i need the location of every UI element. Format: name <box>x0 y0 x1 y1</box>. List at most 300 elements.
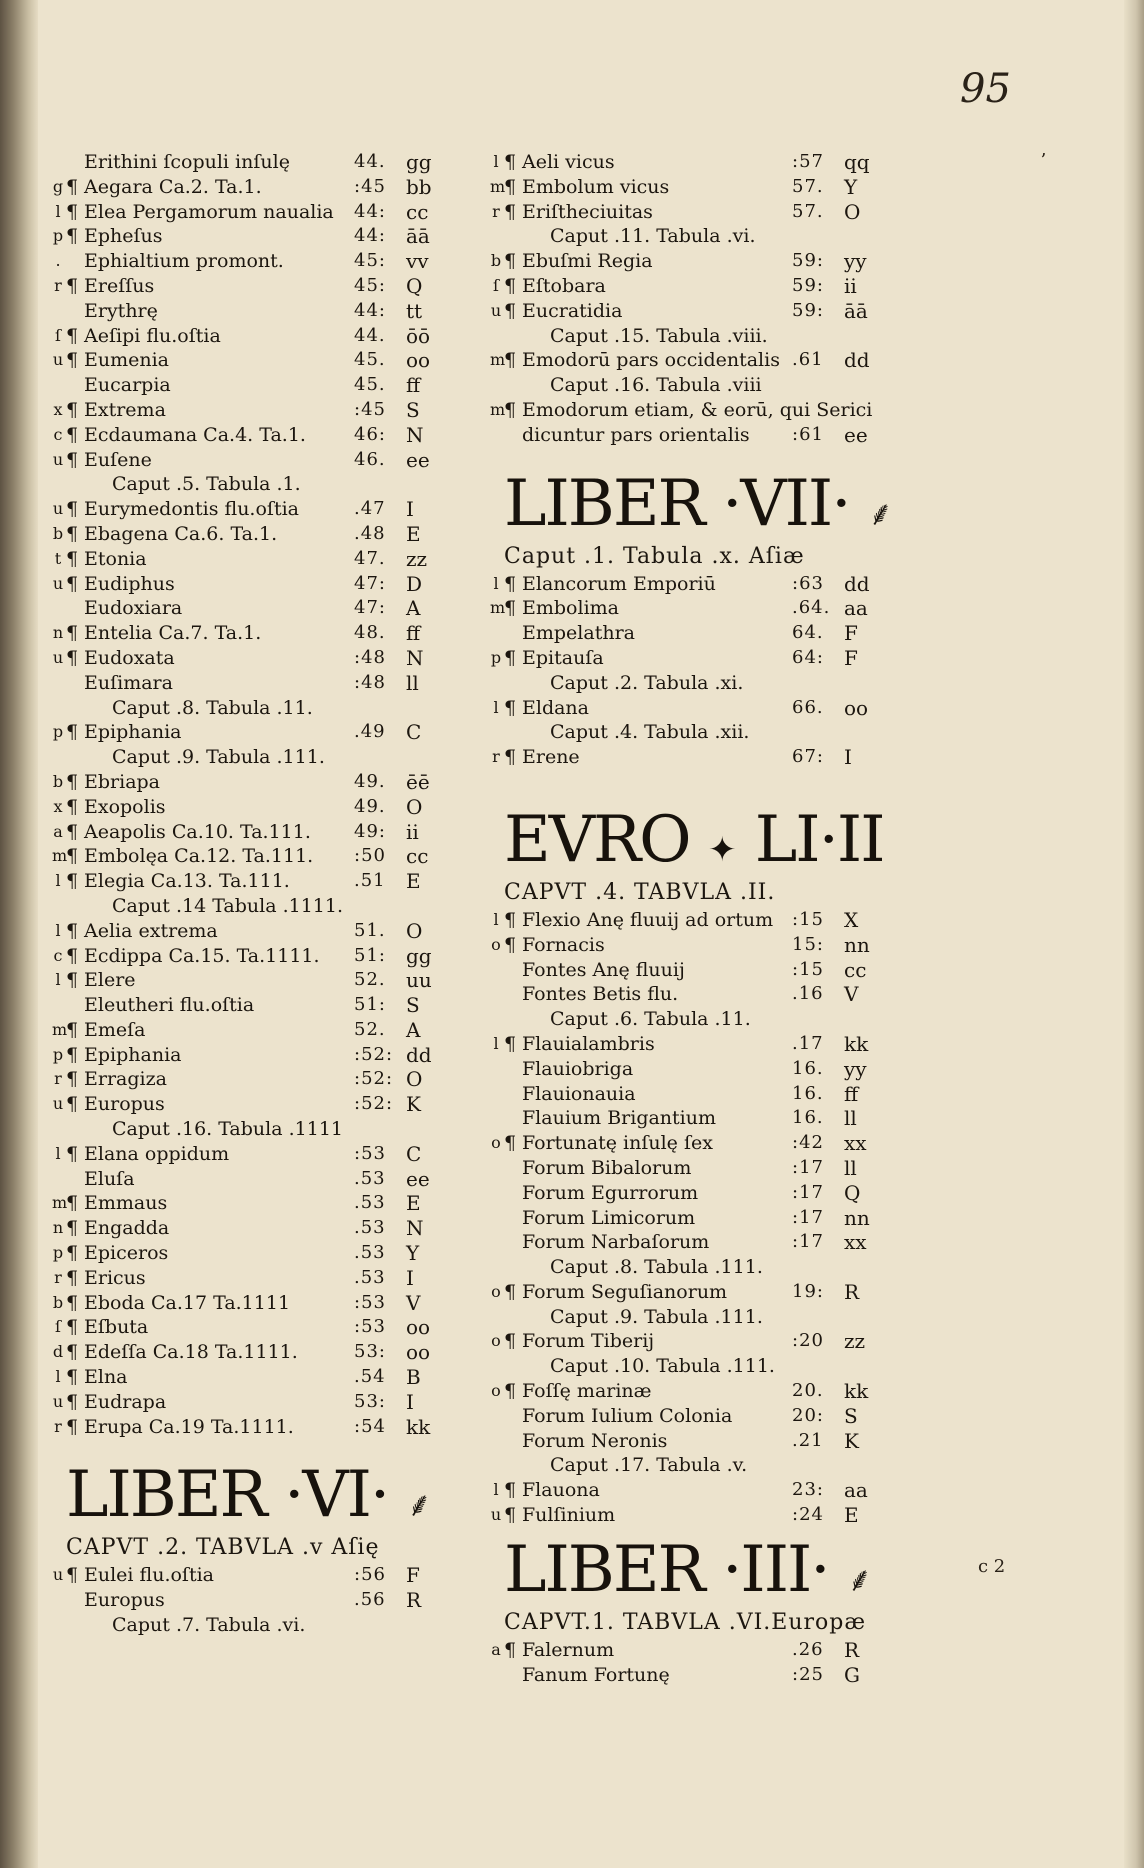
entry-letter: nn <box>844 1205 870 1230</box>
margin-letter: b <box>52 771 64 791</box>
index-entry <box>52 844 466 869</box>
caput-line <box>66 1117 466 1142</box>
entry-name: Caput .16. Tabula .1111 <box>112 1118 343 1141</box>
index-entry <box>53 943 466 969</box>
entry-letter: G <box>844 1662 860 1687</box>
index-entry <box>52 174 466 200</box>
margin-letter: l <box>493 152 499 171</box>
entry-name: Fontes Anę fluuij <box>522 958 685 981</box>
entry-number: 51: <box>354 944 386 966</box>
euro-heading: EVRO ✦ LI·II <box>504 802 884 877</box>
caput-line <box>504 671 904 696</box>
index-entry <box>52 348 466 373</box>
index-entry <box>504 1057 904 1082</box>
pilcrow-icon: ¶ <box>66 944 79 967</box>
entry-letter: O <box>406 918 423 943</box>
entry-number: .53 <box>354 1217 386 1239</box>
margin-letter: o <box>491 934 501 954</box>
entry-letter: N <box>406 422 424 447</box>
entry-name: Eucratidia <box>522 299 623 322</box>
pilcrow-icon: ¶ <box>66 870 79 893</box>
index-entry <box>504 1404 904 1429</box>
entry-number: :15 <box>792 958 824 980</box>
entry-letter: ff <box>406 373 421 398</box>
margin-letter: r <box>54 275 62 295</box>
index-entry <box>490 596 904 621</box>
entry-letter: dd <box>844 348 870 373</box>
entry-number: :17 <box>792 1181 824 1203</box>
margin-letter: m <box>52 1193 68 1213</box>
entry-name: Embolum vicus <box>522 175 670 198</box>
margin-letter: u <box>52 1565 64 1585</box>
entry-name: Erithini ſcopuli inſulę <box>84 151 290 173</box>
entry-number: 46. <box>354 448 386 470</box>
entry-letter: ee <box>406 447 430 472</box>
entry-number: 16. <box>792 1107 824 1129</box>
entry-name: Eudoxiara <box>84 597 183 620</box>
entry-number: 45: <box>354 274 386 296</box>
pilcrow-icon: ¶ <box>66 1341 79 1364</box>
entry-number: 51. <box>354 919 386 941</box>
index-entry <box>52 720 466 745</box>
entry-number: :52: <box>354 1043 394 1065</box>
entry-number: 53: <box>354 1390 386 1412</box>
margin-letter: n <box>52 623 64 643</box>
entry-name: Fulſinium <box>522 1504 616 1527</box>
index-entry <box>491 1637 904 1663</box>
index-entry <box>493 1478 904 1503</box>
liber-title: LIBER <box>504 1532 704 1607</box>
entry-name: Forum Limicorum <box>522 1206 696 1229</box>
entry-letter: gg <box>406 150 432 174</box>
pilcrow-icon: ¶ <box>504 572 517 595</box>
pilcrow-icon: ¶ <box>66 919 79 942</box>
pilcrow-icon: ¶ <box>504 349 517 372</box>
entry-name: Eldana <box>522 696 590 719</box>
margin-letter: ſ <box>55 1317 61 1337</box>
index-entry <box>55 918 466 944</box>
entry-letter: cc <box>844 957 867 982</box>
caput-line <box>504 1354 904 1379</box>
entry-number: :63 <box>792 572 824 594</box>
entry-letter: ee <box>406 1166 430 1191</box>
margin-letter: l <box>493 573 499 593</box>
entry-number: 59: <box>792 299 824 321</box>
entry-number: 48. <box>354 622 386 644</box>
index-entry <box>52 1191 466 1216</box>
entry-name: Erragiza <box>84 1068 167 1091</box>
index-entry <box>54 1265 466 1291</box>
flourish-icon: ⸙ <box>406 1485 433 1526</box>
liber-heading-iii: LIBER ·III· ⸙ <box>504 1532 873 1607</box>
entry-letter: zz <box>844 1329 866 1354</box>
entry-number: :24 <box>792 1504 824 1526</box>
entry-number: :61 <box>792 423 824 445</box>
entry-number: 59: <box>792 250 824 272</box>
index-entry <box>491 1379 904 1404</box>
entry-name: Engadda <box>84 1217 170 1240</box>
margin-letter: l <box>55 201 61 221</box>
folio-number: 95 <box>960 66 1011 112</box>
euro-title: EVRO <box>504 802 690 877</box>
margin-letter: a <box>53 821 63 841</box>
margin-letter: p <box>490 647 502 667</box>
caput-line <box>504 373 904 398</box>
entry-number: :25 <box>792 1663 824 1685</box>
flourish-icon: ⸙ <box>867 493 894 534</box>
index-entry <box>66 299 466 324</box>
margin-letter: b <box>52 1292 64 1312</box>
entry-letter: yy <box>844 1056 867 1081</box>
entry-name: Eudiphus <box>84 572 175 595</box>
caput-line <box>504 1255 904 1280</box>
entry-name: Aelia extrema <box>84 919 218 942</box>
entry-letter: R <box>406 1588 422 1613</box>
book-spine <box>0 0 38 1868</box>
margin-letter: b <box>52 523 64 543</box>
margin-letter: m <box>490 176 506 196</box>
index-entry <box>504 1230 904 1255</box>
flourish-icon: ✦ <box>707 829 737 870</box>
margin-letter: r <box>54 1267 62 1287</box>
entry-name: Aegara Ca.2. Ta.1. <box>84 175 262 198</box>
entry-name: Eucarpia <box>84 374 171 397</box>
entry-name: Ecdaumana Ca.4. Ta.1. <box>84 423 306 446</box>
margin-letter: m <box>52 1019 68 1039</box>
entry-number: :42 <box>792 1132 824 1154</box>
entry-name: Flauionauia <box>522 1082 636 1105</box>
entry-letter: F <box>844 645 858 670</box>
pilcrow-icon: ¶ <box>504 1380 517 1403</box>
margin-letter: l <box>493 1033 499 1053</box>
entry-name: Eriſtheciuitas <box>522 200 653 223</box>
pilcrow-icon: ¶ <box>66 721 79 744</box>
pilcrow-icon: ¶ <box>504 299 517 322</box>
margin-letter: x <box>53 796 63 816</box>
entry-letter: F <box>406 1563 420 1588</box>
entry-letter: X <box>844 907 859 932</box>
index-entry <box>492 199 904 225</box>
margin-letter: u <box>52 499 64 519</box>
entry-letter: I <box>844 745 852 770</box>
entry-letter: kk <box>844 1031 869 1056</box>
entry-letter: Q <box>406 273 423 298</box>
entry-letter: ll <box>406 670 419 695</box>
entry-letter: gg <box>406 943 432 968</box>
pilcrow-icon: ¶ <box>66 1217 79 1240</box>
entry-letter: R <box>844 1279 860 1304</box>
index-entry <box>52 621 466 646</box>
entry-name: Caput .4. Tabula .xii. <box>550 721 750 744</box>
entry-letter: Q <box>844 1180 861 1205</box>
entry-number: .61 <box>792 349 824 371</box>
index-entry <box>490 1503 904 1528</box>
pilcrow-icon: ¶ <box>66 398 79 421</box>
margin-letter: u <box>490 1505 502 1525</box>
pilcrow-icon: ¶ <box>66 200 79 223</box>
entry-number: :20 <box>792 1330 824 1352</box>
entry-letter: Y <box>844 174 858 199</box>
margin-letter: u <box>52 350 64 370</box>
page-edge <box>1124 0 1144 1868</box>
entry-name: Caput .5. Tabula .1. <box>112 473 301 496</box>
index-entry <box>490 348 904 373</box>
entry-letter: F <box>844 621 858 646</box>
entry-number: 16. <box>792 1082 824 1104</box>
index-entry <box>493 695 904 721</box>
entry-number: 45. <box>354 349 386 371</box>
margin-letter: n <box>52 1218 64 1238</box>
entry-number: 16. <box>792 1057 824 1079</box>
caput-line <box>66 1613 466 1638</box>
entry-number: 44. <box>354 324 386 346</box>
right-index-rows-c <box>490 907 904 1528</box>
entry-number: 44. <box>354 151 386 172</box>
pilcrow-icon: ¶ <box>504 250 517 273</box>
index-entry <box>55 199 466 225</box>
pilcrow-icon: ¶ <box>66 820 79 843</box>
pilcrow-icon: ¶ <box>66 1316 79 1339</box>
margin-letter: c <box>53 424 63 444</box>
pilcrow-icon: ¶ <box>66 795 79 818</box>
entry-name: Epitauſa <box>522 646 604 669</box>
entry-letter: R <box>844 1637 860 1662</box>
entry-name: Eurymedontis flu.oſtia <box>84 498 299 521</box>
entry-letter: O <box>406 1067 423 1092</box>
entry-letter: nn <box>844 932 870 957</box>
index-entry <box>52 497 466 522</box>
entry-number: 44: <box>354 225 386 247</box>
entry-name: Flauona <box>522 1479 600 1502</box>
pilcrow-icon: ¶ <box>504 746 517 769</box>
margin-letter: u <box>490 300 502 320</box>
entry-number: 20. <box>792 1380 824 1402</box>
entry-name: Caput .10. Tabula .111. <box>550 1355 775 1378</box>
index-entry <box>55 1365 466 1390</box>
caput-line <box>504 324 904 349</box>
entry-number: :53 <box>354 1142 386 1164</box>
entry-number: .56 <box>354 1589 386 1611</box>
pilcrow-icon: ¶ <box>66 1142 79 1165</box>
entry-letter: A <box>406 1017 421 1042</box>
margin-letter: u <box>52 1391 64 1411</box>
entry-number: :17 <box>792 1156 824 1178</box>
entry-letter: K <box>406 1092 421 1117</box>
index-entry <box>66 150 466 175</box>
entry-number: :57 <box>792 151 824 172</box>
margin-letter: p <box>52 1044 64 1064</box>
index-entry <box>504 1663 904 1688</box>
entry-name: Caput .11. Tabula .vi. <box>550 225 756 248</box>
entry-number: :48 <box>354 646 386 668</box>
index-entry <box>504 1429 904 1454</box>
liber-number: VI <box>302 1458 370 1533</box>
entry-letter: N <box>406 1216 424 1241</box>
margin-letter: l <box>493 909 499 929</box>
caput-line <box>504 224 904 249</box>
pilcrow-icon: ¶ <box>66 1242 79 1265</box>
entry-name: Eulei flu.oſtia <box>84 1564 215 1587</box>
entry-number: .54 <box>354 1366 386 1388</box>
entry-number: .17 <box>792 1032 824 1054</box>
index-entry <box>491 1329 904 1354</box>
entry-name: Caput .2. Tabula .xi. <box>550 671 744 694</box>
entry-number: :53 <box>354 1291 386 1313</box>
entry-number: .64. <box>792 597 831 619</box>
entry-letter: xx <box>844 1230 867 1255</box>
index-entry <box>504 621 904 646</box>
entry-letter: A <box>406 596 421 621</box>
entry-number: 52. <box>354 969 386 991</box>
entry-name: Aeapolis Ca.10. Ta.111. <box>84 820 311 843</box>
entry-name: Entelia Ca.7. Ta.1. <box>84 622 262 645</box>
entry-name: Caput .8. Tabula .11. <box>112 696 313 719</box>
entry-number: 51: <box>354 994 386 1016</box>
entry-name: Emodorum etiam, & eorū, qui Serici <box>522 398 873 421</box>
entry-number: .53 <box>354 1192 386 1214</box>
index-entry <box>52 1389 466 1415</box>
pilcrow-icon: ¶ <box>66 1366 79 1389</box>
entry-name: Ebagena Ca.6. Ta.1. <box>84 522 278 545</box>
entry-name: Etonia <box>84 547 147 570</box>
margin-letter: r <box>54 1416 62 1436</box>
margin-letter: c <box>53 945 63 965</box>
index-entry <box>490 174 904 200</box>
entry-name: Elegia Ca.13. Ta.111. <box>84 870 290 893</box>
pilcrow-icon: ¶ <box>66 845 79 868</box>
left-index-rows <box>52 150 466 1439</box>
entry-number: :53 <box>354 1316 386 1338</box>
entry-letter: uu <box>406 968 432 993</box>
index-entry <box>504 982 904 1007</box>
entry-name: Embolęa Ca.12. Ta.111. <box>84 845 314 868</box>
entry-letter: ff <box>406 621 421 646</box>
left-column <box>52 150 466 1638</box>
entry-name: Euſimara <box>84 671 173 694</box>
entry-letter: ii <box>406 819 419 844</box>
margin-letter: o <box>491 1281 501 1301</box>
entry-name: Eleutheri flu.oſtia <box>84 994 255 1017</box>
entry-name: Caput .8. Tabula .111. <box>550 1256 763 1279</box>
entry-number: 57. <box>792 175 824 197</box>
index-entry <box>52 769 466 795</box>
margin-letter: l <box>55 1367 61 1387</box>
index-entry <box>493 150 904 175</box>
entry-name: Ereſſus <box>84 274 155 297</box>
entry-number: :56 <box>354 1564 386 1586</box>
index-entry <box>52 645 466 671</box>
entry-letter: S <box>406 397 420 422</box>
entry-name: Eſtobara <box>522 274 606 297</box>
entry-letter: I <box>406 1389 414 1414</box>
entry-number: 45. <box>354 374 386 396</box>
entry-name: Ebriapa <box>84 770 161 793</box>
entry-letter: B <box>406 1365 421 1390</box>
entry-number: .26 <box>792 1638 824 1660</box>
index-entry <box>52 1092 466 1117</box>
index-entry <box>55 249 466 274</box>
entry-name: Forum Seguſianorum <box>522 1280 728 1303</box>
margin-letter: u <box>52 449 64 469</box>
index-entry <box>52 1042 466 1068</box>
entry-letter: aa <box>844 1478 868 1503</box>
margin-mark: ʼ <box>1040 150 1046 171</box>
margin-letter: t <box>54 548 62 568</box>
entry-letter: ll <box>844 1155 857 1180</box>
entry-letter: S <box>406 993 420 1018</box>
index-entry <box>490 298 904 324</box>
right-index-rows-a <box>490 150 904 448</box>
pilcrow-icon: ¶ <box>66 969 79 992</box>
entry-letter: ee <box>844 422 868 447</box>
margin-letter: m <box>52 846 68 866</box>
index-entry <box>52 521 466 547</box>
entry-name: dicuntur pars orientalis <box>522 423 750 446</box>
caput-line <box>66 894 466 919</box>
pilcrow-icon: ¶ <box>66 1266 79 1289</box>
signature-mark: c 2 <box>978 1556 1006 1577</box>
entry-name: Emodorū pars occidentalis <box>522 349 780 372</box>
liber-number: III <box>740 1532 811 1607</box>
entry-name: Flauium Brigantium <box>522 1107 717 1130</box>
pilcrow-icon: ¶ <box>66 349 79 372</box>
entry-name: Europus <box>84 1589 165 1612</box>
pilcrow-icon: ¶ <box>504 1132 517 1155</box>
margin-letter: u <box>52 1094 64 1114</box>
entry-letter: I <box>406 1265 414 1290</box>
entry-name: Caput .6. Tabula .11. <box>550 1008 751 1031</box>
index-entry <box>52 1290 466 1316</box>
margin-letter: m <box>490 350 506 370</box>
index-entry <box>504 1082 904 1107</box>
entry-letter: V <box>406 1290 421 1315</box>
entry-name: Epiphania <box>84 721 182 744</box>
liber-heading-vii: LIBER ·VII· ⸙ <box>504 466 894 541</box>
liber-subheading: CAPVT.1. TABVLA .VI.Europæ <box>504 1609 867 1635</box>
index-entry <box>53 794 466 820</box>
margin-letter: o <box>491 1133 501 1153</box>
entry-name: Aeſipi flu.oſtia <box>84 324 221 347</box>
index-entry <box>504 1206 904 1231</box>
pilcrow-icon: ¶ <box>504 398 517 421</box>
entry-name: Epiphania <box>84 1043 182 1066</box>
pilcrow-icon: ¶ <box>66 274 79 297</box>
entry-letter: oo <box>406 348 431 373</box>
entry-name: Ecdippa Ca.15. Ta.1111. <box>84 944 320 967</box>
entry-letter: K <box>844 1428 859 1453</box>
pilcrow-icon: ¶ <box>66 1390 79 1413</box>
liber-subheading: Caput .1. Tabula .x. Aſiæ <box>504 543 805 569</box>
liber-subheading: CAPVT .2. TABVLA .v Aſię <box>66 1535 380 1561</box>
pilcrow-icon: ¶ <box>66 423 79 446</box>
pilcrow-icon: ¶ <box>504 696 517 719</box>
margin-letter: l <box>55 970 61 990</box>
index-entry <box>55 968 466 993</box>
entry-number: 47: <box>354 597 386 619</box>
index-entry <box>490 398 904 423</box>
entry-name: Caput .14 Tabula .1111. <box>112 894 343 917</box>
index-entry <box>52 1340 466 1365</box>
margin-letter: . <box>55 251 61 271</box>
liber-number: VII <box>740 466 832 541</box>
margin-letter: u <box>52 647 64 667</box>
entry-name: Epiceros <box>84 1242 169 1265</box>
entry-letter: kk <box>406 1414 431 1439</box>
entry-number: 49. <box>354 770 386 792</box>
entry-letter: D <box>406 571 423 596</box>
margin-letter: r <box>492 201 500 221</box>
flourish-icon: ⸙ <box>846 1559 873 1600</box>
